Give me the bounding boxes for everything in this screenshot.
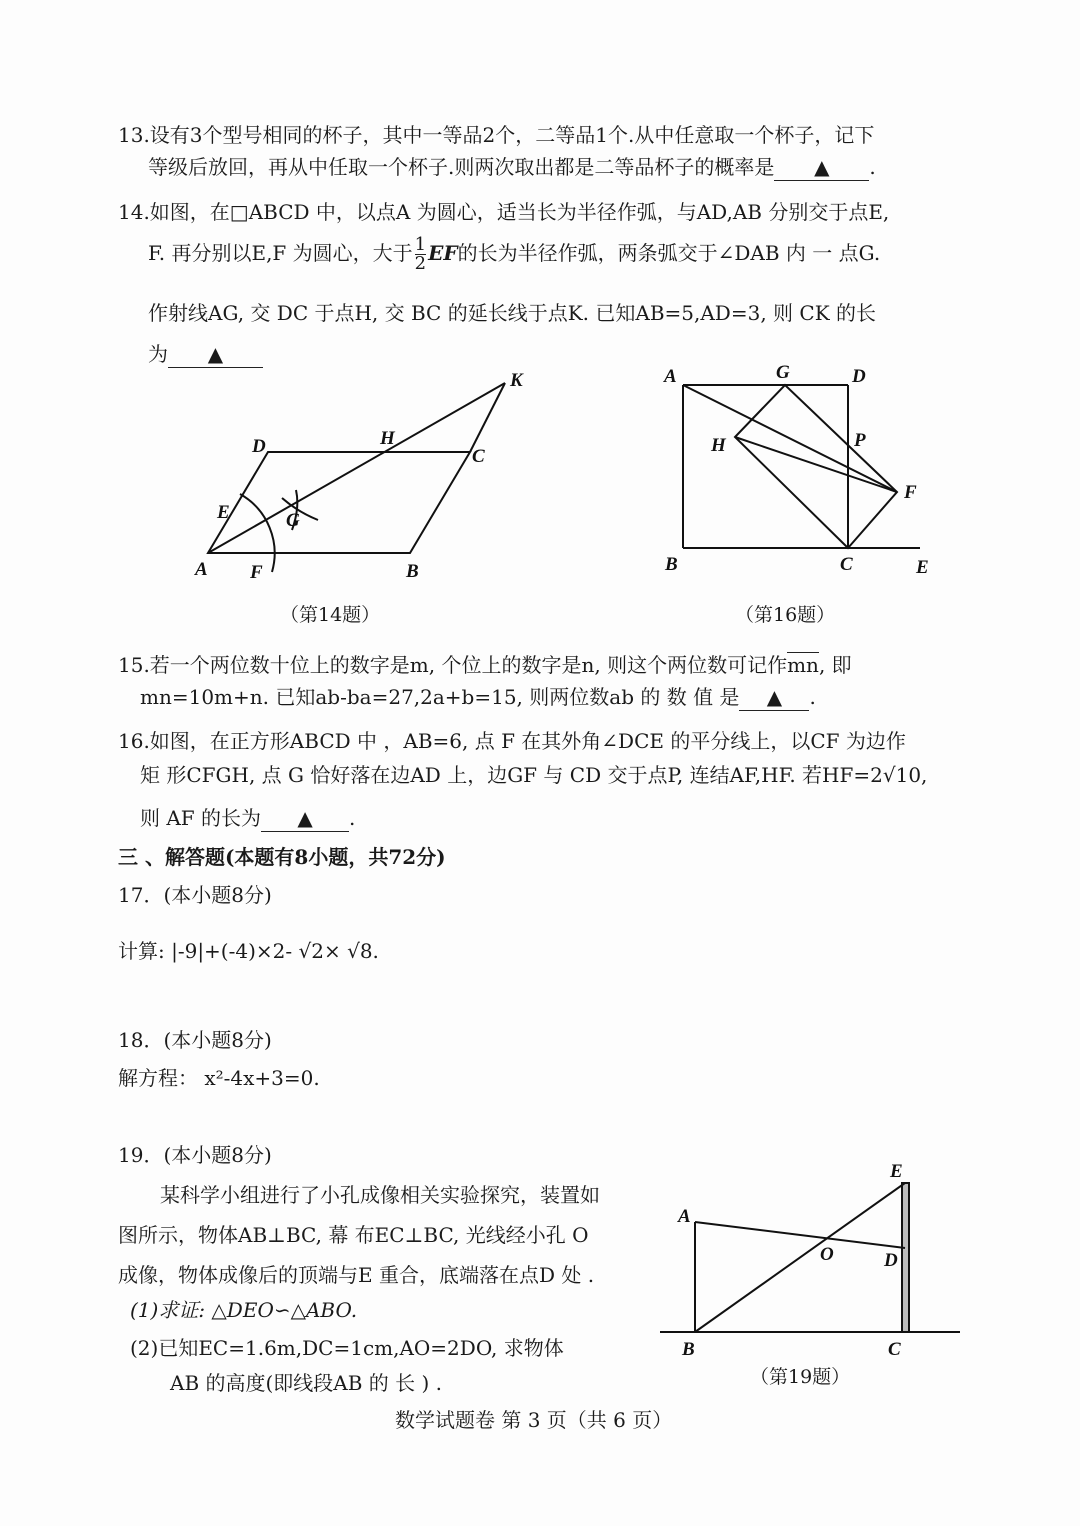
label-c: C — [472, 446, 485, 467]
q13-text: 等级后放回，再从中任取一个杯子.则两次取出都是二等品杯子的概率是 — [148, 155, 775, 179]
label-e: E — [890, 1161, 903, 1182]
q19-line1: 某科学小组进行了小孔成像相关实验探究，装置如 — [160, 1183, 600, 1207]
screen-ec — [902, 1183, 909, 1332]
label-d: D — [852, 366, 866, 387]
q17-header: 17．(本小题8分) — [118, 883, 272, 907]
q13-line1: 13.设有3个型号相同的杯子，其中一等品2个，二等品1个.从中任意取一个杯子，记下 — [118, 123, 875, 147]
label-h: H — [711, 435, 726, 456]
ray-ad — [695, 1222, 905, 1248]
q19-line4: (1)求证: △DEO∽△ABO. — [130, 1298, 358, 1322]
label-c: C — [888, 1339, 901, 1360]
q19-header: 19．(本小题8分) — [118, 1143, 272, 1167]
q19-line5: (2)已知EC=1.6m,DC=1cm,AO=2DO, 求物体 — [130, 1336, 564, 1360]
label-b: B — [665, 554, 678, 575]
q14-text: F. 再分别以E,F 为圆心，大于 — [148, 241, 413, 265]
q16-line1: 16.如图，在正方形ABCD 中 ，AB=6, 点 F 在其外角∠DCE 的平分线上，以CF 为边作 — [118, 729, 906, 753]
label-g: G — [286, 510, 300, 531]
label-g: G — [776, 362, 790, 383]
q18-body: 解方程： x²-4x+3=0. — [118, 1066, 320, 1090]
denominator: 2 — [414, 253, 427, 274]
figure-19-caption: （第19题） — [750, 1366, 851, 1388]
segment-hf — [735, 437, 897, 492]
label-a: A — [664, 366, 677, 387]
q15-text-2: mn=10m+n. 已知ab-ba=27,2a+b=15, 则两位数ab 的 数 值 是 — [140, 685, 740, 709]
q15-text-b: , 即 — [818, 653, 852, 677]
q19-line2: 图所示，物体AB⊥BC, 幕 布EC⊥BC, 光线经小孔 O — [118, 1223, 589, 1247]
q19-line6: AB 的高度(即线段AB 的 长 ) . — [170, 1371, 443, 1395]
q15-line1 — [118, 652, 852, 678]
label-b: B — [682, 1339, 695, 1360]
ray-be — [695, 1183, 905, 1332]
label-f: F — [250, 562, 263, 583]
q19-line3: 成像，物体成像后的顶端与E 重合，底端落在点D 处 . — [118, 1263, 595, 1287]
section-3-title: 三 、解答题(本题有8小题，共72分) — [118, 845, 446, 869]
mn-overline: mn — [787, 653, 819, 677]
label-a: A — [195, 559, 208, 580]
numerator: 1 — [414, 234, 427, 255]
parallelogram-abcd — [208, 452, 470, 553]
label-b: B — [406, 561, 419, 582]
label-k: K — [510, 370, 523, 391]
label-c: C — [840, 554, 853, 575]
q15-text: 15.若一个两位数十位上的数字是m, 个位上的数字是n, 则这个两位数可记作 — [118, 653, 788, 677]
label-d: D — [884, 1250, 898, 1271]
period: . — [349, 806, 356, 830]
q14-line3: 作射线AG, 交 DC 于点H, 交 BC 的延长线于点K. 已知AB=5,AD=3, 则 CK 的长 — [148, 301, 876, 325]
ef-var: EF — [428, 241, 458, 265]
answer-blank: ▲ — [774, 154, 869, 181]
label-f: F — [904, 482, 917, 503]
label-h: H — [380, 428, 395, 449]
figure-19 — [660, 1183, 960, 1332]
period: . — [809, 685, 816, 709]
figure-14 — [208, 383, 505, 572]
q15-line2 — [140, 684, 816, 711]
q17-body: 计算: |-9|+(-4)×2- √2× √8. — [118, 939, 379, 963]
figure-14-caption: （第14题） — [280, 604, 381, 626]
q18-header: 18．(本小题8分) — [118, 1028, 272, 1052]
label-a: A — [678, 1206, 691, 1227]
q16-text-3: 则 AF 的长为 — [140, 806, 262, 830]
q14-line1: 14.如图，在□ABCD 中，以点A 为圆心，适当长为半径作弧，与AD,AB 分别交于点E, — [118, 200, 890, 224]
label-d: D — [252, 436, 266, 457]
label-o: O — [820, 1244, 834, 1265]
q14-text-2: 的长为半径作弧，两条弧交于∠DAB 内 一 点G. — [457, 241, 881, 265]
label-e: E — [916, 557, 929, 578]
answer-blank: ▲ — [261, 805, 349, 832]
q14-text-4: 为 — [148, 342, 168, 366]
q16-line3 — [140, 805, 355, 832]
period: . — [869, 155, 876, 179]
arc-ef — [240, 494, 275, 572]
figure-16 — [683, 385, 920, 548]
label-p: P — [854, 430, 866, 451]
page-footer: 数学试题卷 第 3 页（共 6 页） — [395, 1408, 673, 1432]
rectangle-cfgh — [735, 385, 897, 548]
q16-line2: 矩 形CFGH, 点 G 恰好落在边AD 上，边GF 与 CD 交于点P, 连结AF,HF. 若HF=2√10, — [140, 763, 928, 787]
label-e: E — [217, 502, 230, 523]
answer-blank: ▲ — [739, 684, 809, 711]
answer-blank: ▲ — [168, 341, 263, 368]
figure-16-caption: （第16题） — [735, 604, 836, 626]
